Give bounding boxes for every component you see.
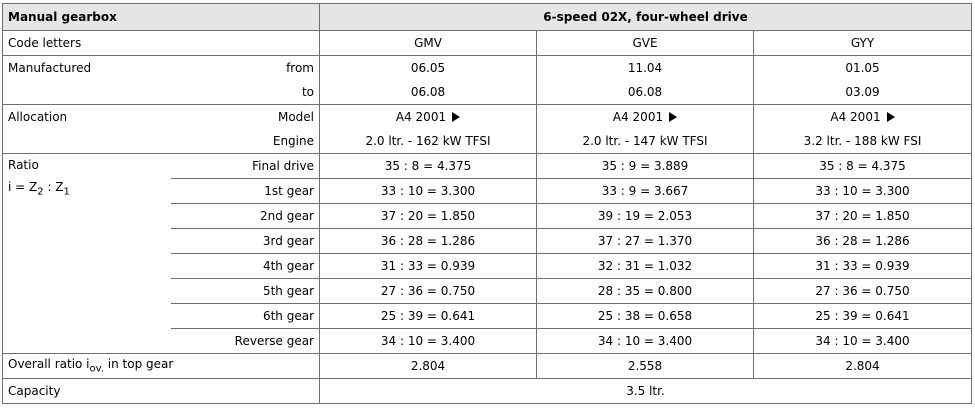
manufactured-from-value: 11.04 <box>537 56 754 81</box>
code-letter-gyy: GYY <box>754 31 972 56</box>
overall-ratio-label: Overall ratio $i_{ov.}$ in top gear <box>3 354 320 379</box>
ratio-row-label: Reverse gear <box>171 329 320 354</box>
engine-value: 2.0 ltr. - 162 kW TFSI <box>320 129 537 154</box>
arrow-right-icon <box>887 112 895 122</box>
model-label: Model <box>171 105 320 130</box>
overall-ratio-row <box>3 354 972 379</box>
ratio-value: 36 : 28 = 1.286 <box>320 229 537 254</box>
ratio-row-label: 3rd gear <box>171 229 320 254</box>
allocation-label: Allocation <box>3 105 171 130</box>
ratio-group <box>3 154 171 354</box>
manufactured-from-value: 01.05 <box>754 56 972 81</box>
manufactured-from-row <box>3 56 972 81</box>
ratio-formula: $i = Z_2$ : $Z_1$ <box>8 180 70 198</box>
ratio-value: 31 : 33 = 0.939 <box>320 254 537 279</box>
overall-ratio-value: 2.558 <box>537 354 754 379</box>
code-letter-gmv: GMV <box>320 31 537 56</box>
capacity-value: 3.5 ltr. <box>320 379 972 404</box>
ratio-value: 39 : 19 = 2.053 <box>537 204 754 229</box>
gearbox-spec-table <box>2 3 972 404</box>
code-letters-label: Code letters <box>3 31 320 56</box>
ratio-value: 27 : 36 = 0.750 <box>320 279 537 304</box>
ratio-value: 34 : 10 = 3.400 <box>754 329 972 354</box>
ratio-row-label: 4th gear <box>171 254 320 279</box>
ratio-value: 35 : 8 = 4.375 <box>320 154 537 179</box>
manufactured-to-label: to <box>171 80 320 105</box>
ratio-value: 36 : 28 = 1.286 <box>754 229 972 254</box>
ratio-value: 37 : 20 = 1.850 <box>320 204 537 229</box>
arrow-right-icon <box>452 112 460 122</box>
model-name: A4 2001 <box>395 110 447 124</box>
manufactured-from-label: from <box>171 56 320 81</box>
ratio-label: Ratio <box>8 158 39 172</box>
ratio-row-label: 6th gear <box>171 304 320 329</box>
ratio-row-label: 5th gear <box>171 279 320 304</box>
allocation-engine-row <box>3 129 972 154</box>
model-link[interactable] <box>537 105 754 130</box>
engine-value: 3.2 ltr. - 188 kW FSI <box>754 129 972 154</box>
code-letter-gve: GVE <box>537 31 754 56</box>
ratio-value: 28 : 35 = 0.800 <box>537 279 754 304</box>
engine-value: 2.0 ltr. - 147 kW TFSI <box>537 129 754 154</box>
code-letters-row <box>3 31 972 56</box>
manufactured-to-row <box>3 80 972 105</box>
ratio-value: 34 : 10 = 3.400 <box>320 329 537 354</box>
arrow-right-icon <box>669 112 677 122</box>
model-link[interactable] <box>754 105 972 130</box>
ratio-value: 32 : 31 = 1.032 <box>537 254 754 279</box>
ratio-row <box>3 154 972 179</box>
ratio-value: 35 : 9 = 3.889 <box>537 154 754 179</box>
ratio-value: 27 : 36 = 0.750 <box>754 279 972 304</box>
ratio-value: 37 : 20 = 1.850 <box>754 204 972 229</box>
ratio-value: 33 : 9 = 3.667 <box>537 179 754 204</box>
ratio-value: 25 : 39 = 0.641 <box>754 304 972 329</box>
ratio-value: 33 : 10 = 3.300 <box>320 179 537 204</box>
header-gearbox-type: 6-speed 02X, four-wheel drive <box>320 4 972 31</box>
engine-label: Engine <box>171 129 320 154</box>
ratio-value: 31 : 33 = 0.939 <box>754 254 972 279</box>
ratio-row-label: 2nd gear <box>171 204 320 229</box>
ratio-value: 37 : 27 = 1.370 <box>537 229 754 254</box>
model-name: A4 2001 <box>612 110 664 124</box>
manufactured-label: Manufactured <box>3 56 171 81</box>
ratio-value: 25 : 39 = 0.641 <box>320 304 537 329</box>
ratio-value: 35 : 8 = 4.375 <box>754 154 972 179</box>
overall-ratio-value: 2.804 <box>320 354 537 379</box>
capacity-row <box>3 379 972 404</box>
table-header-row <box>3 4 972 31</box>
manufactured-to-value: 06.08 <box>320 80 537 105</box>
capacity-label: Capacity <box>3 379 320 404</box>
ratio-row-label: 1st gear <box>171 179 320 204</box>
allocation-model-row <box>3 105 972 130</box>
model-name: A4 2001 <box>830 110 881 124</box>
manufactured-to-value: 06.08 <box>537 80 754 105</box>
header-manual-gearbox: Manual gearbox <box>3 4 320 31</box>
ratio-value: 33 : 10 = 3.300 <box>754 179 972 204</box>
overall-ratio-value: 2.804 <box>754 354 972 379</box>
manufactured-to-value: 03.09 <box>754 80 972 105</box>
model-link[interactable] <box>320 105 537 130</box>
manufactured-from-value: 06.05 <box>320 56 537 81</box>
ratio-value: 34 : 10 = 3.400 <box>537 329 754 354</box>
ratio-row-label: Final drive <box>171 154 320 179</box>
ratio-value: 25 : 38 = 0.658 <box>537 304 754 329</box>
